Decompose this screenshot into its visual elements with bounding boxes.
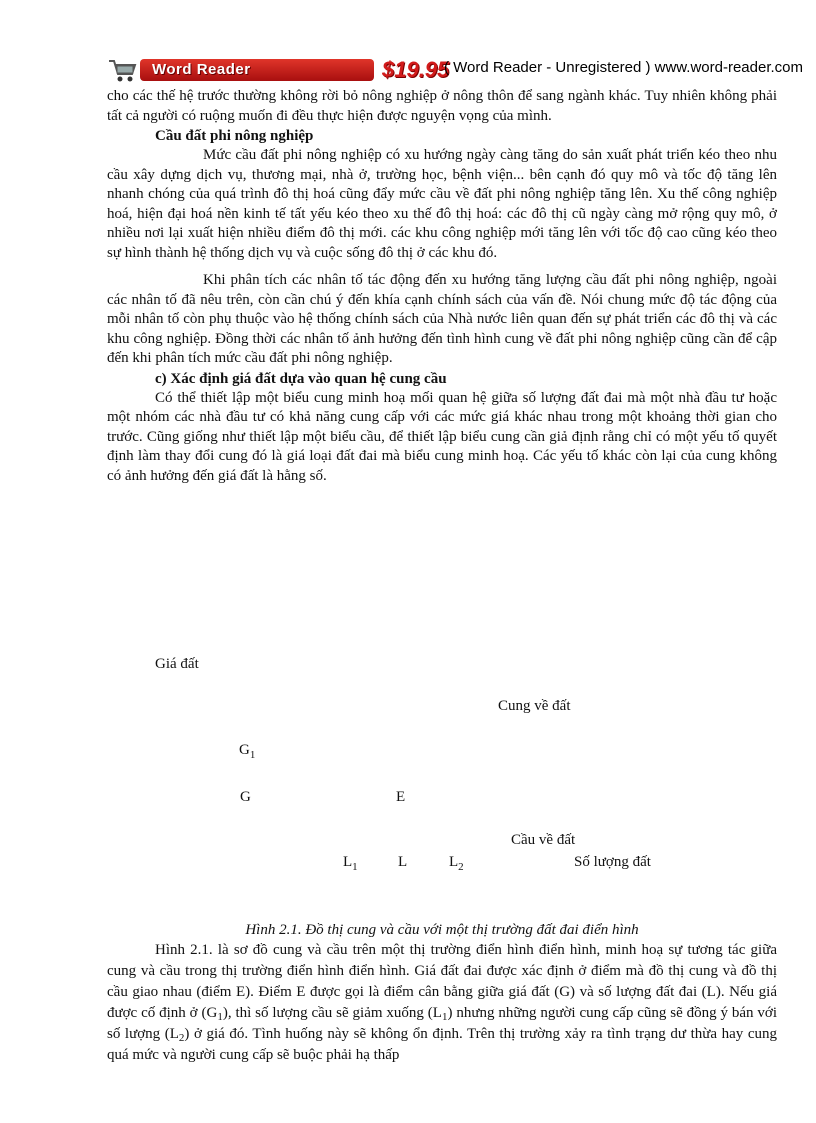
document-body [107, 87, 777, 486]
paragraph: cho các thế hệ trước thường không rời bỏ nông nghiệp ở nông thôn để sang ngành khác. Tuy nhiên không phải tất cả người có ruộng muốn đi đều thực hiện được nguyện vọng của mình. [107, 88, 777, 124]
y-axis-label: Giá đất [155, 656, 199, 672]
paragraph-after-figure [107, 940, 777, 1066]
section-heading: Cầu đất phi nông nghiệp [155, 128, 314, 144]
figure-caption: Hình 2.1. Đồ thị cung và cầu với một thị trường đất đai điển hình [245, 922, 639, 938]
watermark-banner [108, 56, 804, 86]
x-axis-label: Số lượng đất [574, 854, 651, 870]
quantity-l2-label: $L_2$ [449, 854, 464, 873]
paragraph: Khi phân tích các nhân tố tác động đến xu hướng tăng lượng cầu đất phi nông nghiệp, ngoài các nhân tố đã nêu trên, còn cần chú ý đến khía cạnh chính sách của vấn đề. Nói chung mức độ tác động của mỗi nhân tố còn phụ thuộc vào hệ thống chính sách của Nhà nước liên quan đến sự phát triển các đô thị và các khu công nghiệp. Đồng thời các nhân tố ảnh hưởng đến tình hình cung về đất phi nông nghiệp cũng cần để cập đến khi phân tích mức cầu đất phi nông nghiệp. [107, 272, 777, 366]
paragraph: Có thể thiết lập một biểu cung minh hoạ mối quan hệ giữa số lượng đất đai mà một nhà đầu tư hoặc một nhóm các nhà đầu tư có khả năng cung cấp với các mức giá khác nhau trong một khoảng thời gian cho trước. Cũng giống như thiết lập một biểu cầu, để thiết lập biểu cung cần giả định rằng chỉ có một yếu tố quyết định làm thay đổi cung đó là giá loại đất đai mà biểu cung minh hoạ. Các yếu tố khác còn lại của cung không có ảnh hưởng đến giá đất là hằng số. [107, 389, 777, 484]
word-reader-logo: Word Reader [140, 59, 374, 81]
demand-curve-label: Cầu về đất [511, 832, 576, 848]
paragraph: Hình 2.1. là sơ đồ cung và cầu trên một thị trường điển hình điển hình, minh hoạ sự tương tác giữa cung và cầu trong thị trường điển hình điển hình. Giá đất đai được xác định ở điểm mà đồ thị cung và đồ thị cầu giao nhau (điểm E). Điểm E được gọi là điểm cân bằng giữa giá đất (G) và số lượng đất đai (L). Nếu giá được cố định ở $(G_1)$, thì số lượng cầu sẽ giảm xuống $(L_1)$ nhưng những người cung cấp cũng sẽ đồng ý bán với số lượng $(L_2)$ ở giá đó. Tình huống này sẽ không ổn định. Trên thị trường xảy ra tình trạng dư thừa hay cung quá mức và người cung cấp sẽ buộc phải hạ thấp [107, 942, 777, 1063]
supply-curve-label: Cung về đất [498, 698, 571, 714]
equilibrium-e-label: E [396, 789, 406, 805]
banner-text: ( Word Reader - Unregistered ) www.word-reader.com [444, 59, 804, 76]
paragraph: Mức cầu đất phi nông nghiệp có xu hướng ngày càng tăng do sản xuất phát triển kéo theo nhu cầu xây dựng dịch vụ, thương mại, nhà ở, trường học, bệnh viện... bên cạnh đó quy mô và tốc độ tăng lên nhanh chóng của quá trình đô thị hoá cũng đẩy mức cầu về đất phi nông nghiệp tăng lên. Xu thế công nghiệp hoá, hiện đại hoá nền kinh tế tất yếu kéo theo xu thế đô thị hoá: các đô thị cũ ngày càng mở rộng quy mô, ở nhiều nơi lại xuất hiện nhiều điểm đô thị mới. các khu công nghiệp mới tăng lên với tốc độ cao cũng kéo theo sự hình thành hệ thống dịch vụ và cuộc sống đô thị ở các khu đó. [107, 147, 777, 261]
price-g-label: G [240, 789, 251, 805]
price-g1-label: $G_1$ [239, 742, 256, 761]
section-heading: c) Xác định giá đất dựa vào quan hệ cung cầu [155, 370, 447, 387]
shopping-cart-icon [108, 58, 138, 84]
quantity-l-label: L [398, 854, 408, 870]
quantity-l1-label: $L_1$ [343, 854, 358, 873]
price-tag: $19.95 [382, 57, 450, 82]
